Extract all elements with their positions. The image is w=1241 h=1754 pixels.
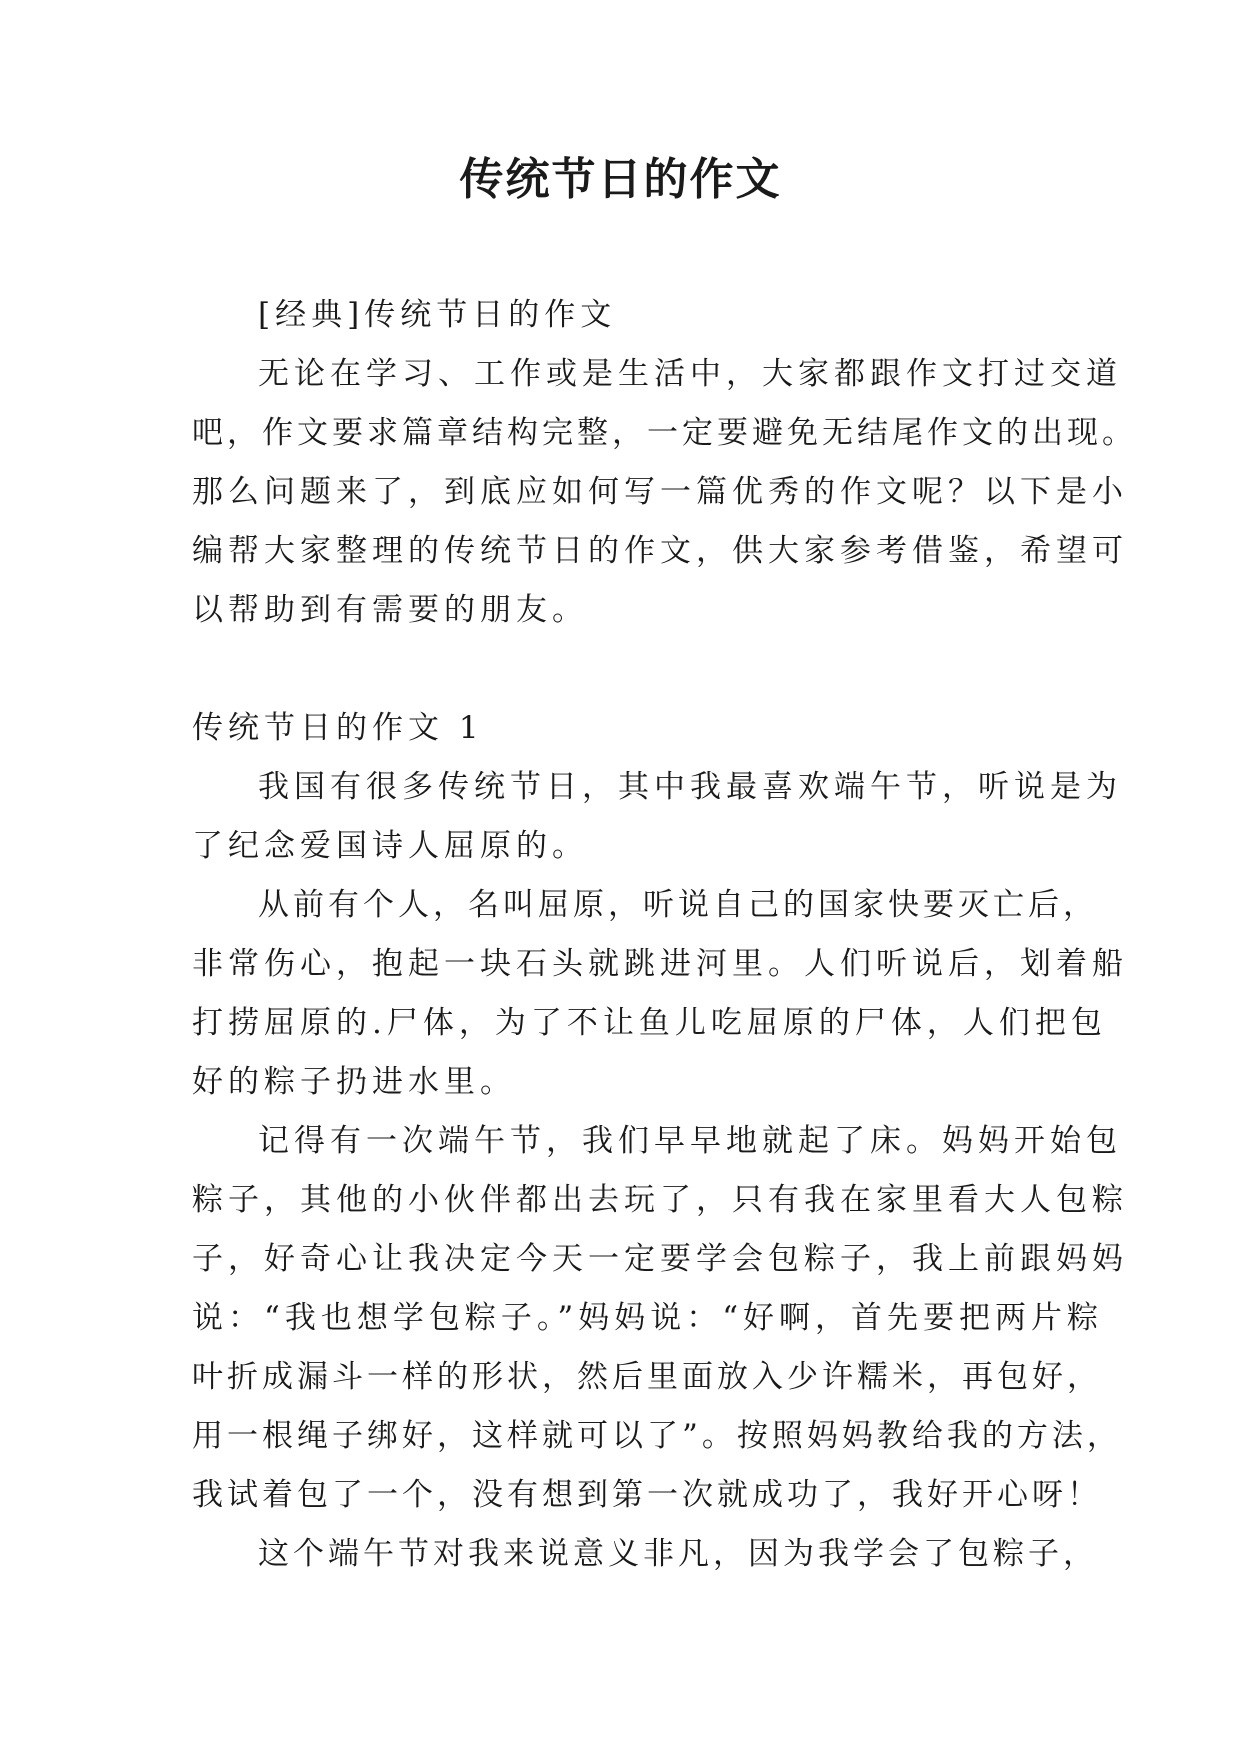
page-title: 传统节日的作文 [459,154,782,205]
paragraph-line: 好的粽子扔进水里。 [192,1064,516,1100]
paragraph-line: 从前有个人，名叫屈原，听说自己的国家快要灭亡后， [258,887,1098,923]
paragraph-line: 我国有很多传统节日，其中我最喜欢端午节，听说是为 [258,769,1122,805]
paragraph-line: 非常伤心，抱起一块石头就跳进河里。人们听说后，划着船 [192,946,1128,982]
document-body [192,286,1137,1584]
paragraph-line: 叶折成漏斗一样的形状，然后里面放入少许糯米，再包好， [192,1359,1102,1395]
paragraph-line: 打捞屈原的.尸体，为了不让鱼儿吃屈原的尸体，人们把包 [192,1005,1107,1041]
paragraph-2 [192,876,1128,1112]
paragraph-3 [192,1112,1128,1525]
paragraph-line: 吧，作文要求篇章结构完整，一定要避免无结尾作文的出现。 [192,415,1137,451]
paragraph-line: 记得有一次端午节，我们早早地就起了床。妈妈开始包 [258,1123,1122,1159]
paragraph-line: 我试着包了一个，没有想到第一次就成功了，我好开心呀！ [192,1477,1102,1513]
paragraph-line: 这个端午节对我来说意义非凡，因为我学会了包粽子， [258,1536,1098,1572]
paragraph-4 [192,1525,1098,1584]
paragraph-line: 了纪念爱国诗人屈原的。 [192,828,588,864]
paragraph-line: 编帮大家整理的传统节日的作文，供大家参考借鉴，希望可 [192,533,1128,569]
paragraph-line: 用一根绳子绑好，这样就可以了”。按照妈妈教给我的方法， [192,1418,1122,1454]
paragraph-line: 那么问题来了，到底应如何写一篇优秀的作文呢？以下是小 [192,474,1128,510]
paragraph-line: 子，好奇心让我决定今天一定要学会包粽子，我上前跟妈妈 [192,1241,1128,1277]
paragraph-line: 以帮助到有需要的朋友。 [192,592,588,628]
section-heading: 传统节日的作文 1 [192,710,484,746]
spacer [192,640,1052,699]
paragraph-1 [192,758,1122,876]
paragraph-line: 无论在学习、工作或是生活中，大家都跟作文打过交道 [258,356,1122,392]
document-subtitle: [经典]传统节日的作文 [258,297,617,333]
intro-paragraph [192,345,1137,640]
paragraph-line: 说：“我也想学包粽子。”妈妈说：“好啊，首先要把两片粽 [192,1300,1104,1336]
paragraph-line: 粽子，其他的小伙伴都出去玩了，只有我在家里看大人包粽 [192,1182,1128,1218]
